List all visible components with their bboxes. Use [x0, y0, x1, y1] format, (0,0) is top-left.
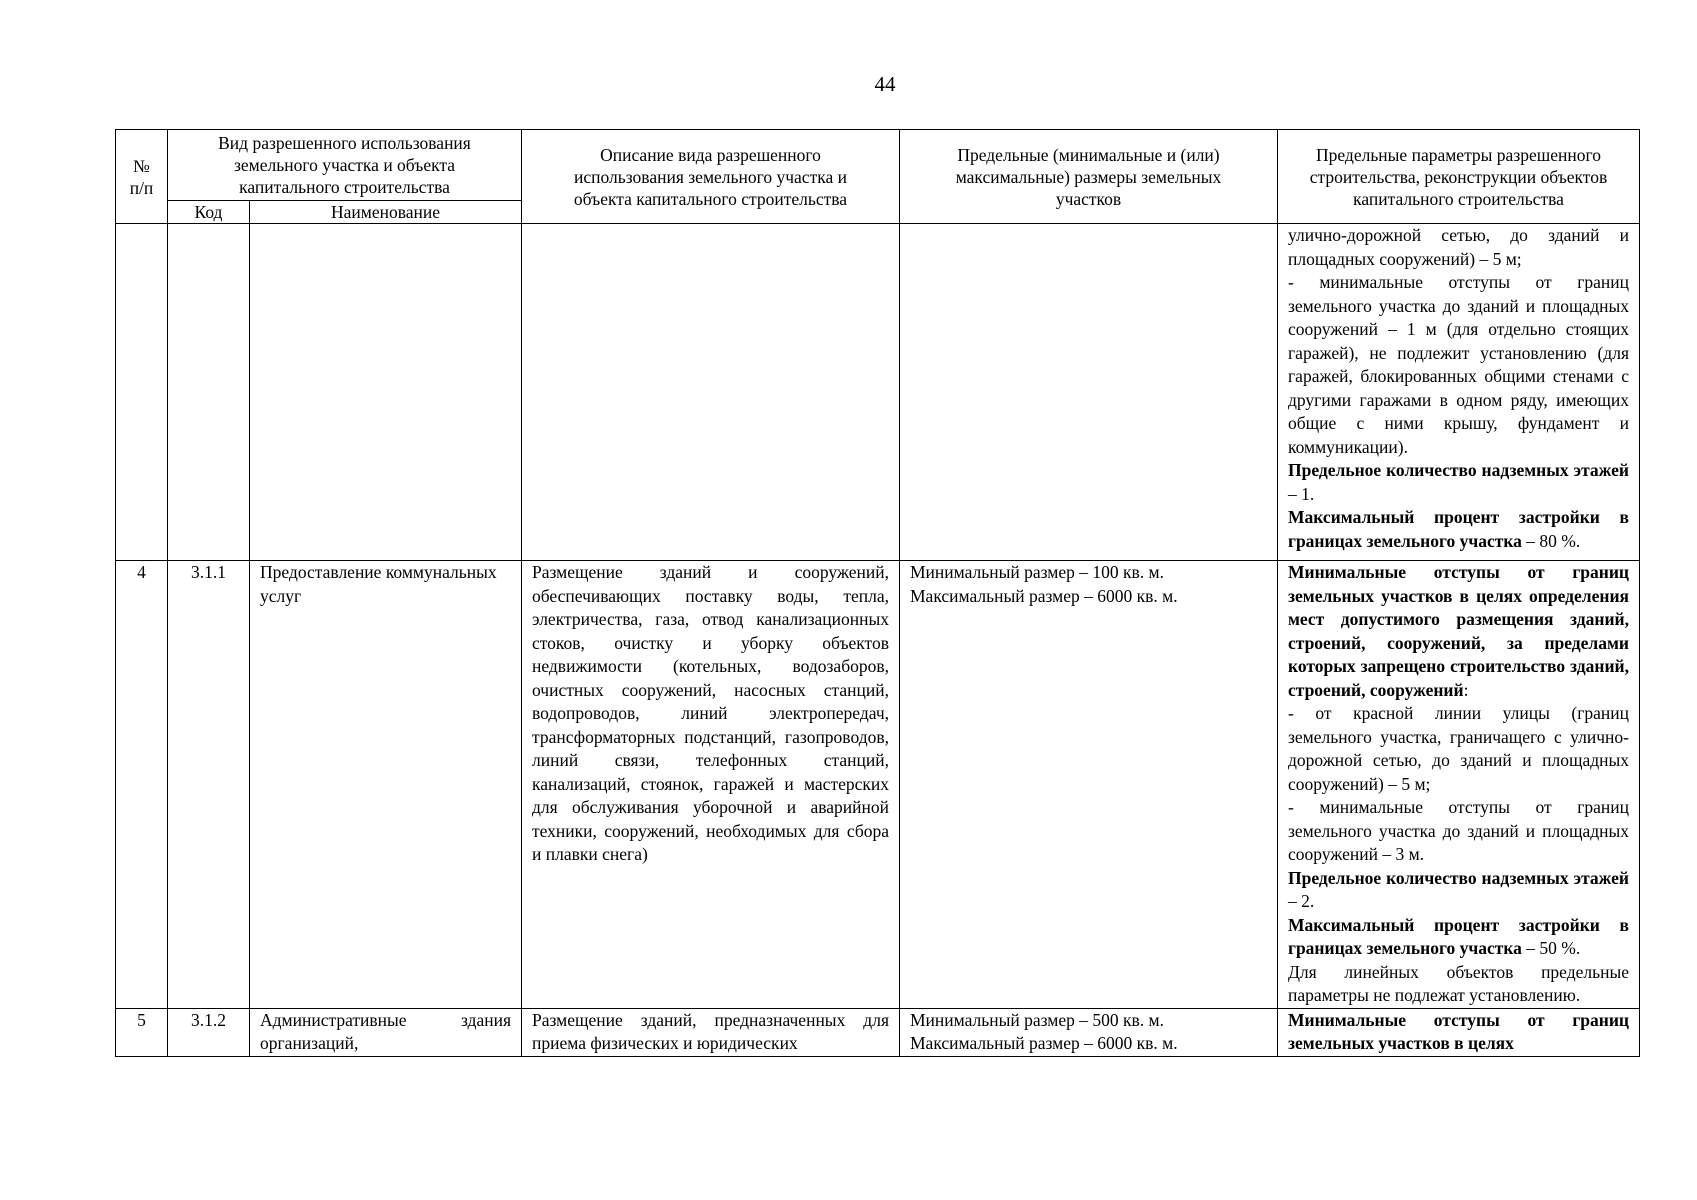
- header-num: № п/п: [116, 130, 168, 224]
- param-text: – 2.: [1288, 891, 1315, 911]
- table-row: [116, 1008, 1640, 1056]
- row-params-cell: [1278, 224, 1640, 561]
- row-description-cell: Размещение зданий, предназначенных для приема физических и юридических: [522, 1008, 900, 1056]
- param-paragraph: [1288, 561, 1629, 702]
- row-description-cell: [522, 224, 900, 561]
- param-text: - минимальные отступы от границ земельного участка до зданий и площадных сооружений – 1 м (для отдельно стоящих гаражей), не подлежит установлению (для гаражей, блокированных общими стенами с другими гаражами в одном ряду, имеющих общие с ними крышу, фундамент и коммуникации).: [1288, 272, 1629, 457]
- row-params-cell: [1278, 561, 1640, 1009]
- size-line: Максимальный размер – 6000 кв. м.: [910, 585, 1178, 606]
- header-name: Наименование: [250, 201, 522, 224]
- param-paragraph: [1288, 1009, 1629, 1056]
- param-text: :: [1463, 679, 1469, 700]
- param-paragraph: [1288, 506, 1629, 553]
- row-sizes-cell: [900, 1008, 1278, 1056]
- table-row: [116, 561, 1640, 1009]
- row-number-cell: 5: [116, 1008, 168, 1056]
- param-paragraph: [1288, 914, 1629, 961]
- land-use-table: [115, 129, 1640, 1057]
- row-name-cell: Предоставление коммунальных услуг: [250, 561, 522, 1009]
- size-line: Максимальный размер – 6000 кв. м.: [910, 1033, 1178, 1053]
- param-paragraph: [1288, 702, 1629, 796]
- table-row: [116, 224, 1640, 561]
- header-row: [116, 130, 1640, 201]
- param-text: - минимальные отступы от границ земельного участка до зданий и площадных сооружений – 3 м.: [1288, 797, 1629, 864]
- page-number: 44: [874, 72, 896, 96]
- param-text: улично-дорожной сетью, до зданий и площадных сооружений) – 5 м;: [1288, 225, 1629, 269]
- header-code: Код: [168, 201, 250, 224]
- row-description-cell: Размещение зданий и сооружений, обеспечивающих поставку воды, тепла, электричества, газа, отвод канализационных стоков, очистку и уборку объектов недвижимости (котельных, водозаборов, очистных сооружений, насосных станций, водопроводов, линий электропередач, трансформаторных подстанций, газопроводов, линий связи, телефонных станций, канализаций, стоянок, гаражей и мастерских для обслуживания уборочной и аварийной техники, сооружений, необходимых для сбора и плавки снега): [522, 561, 900, 1009]
- param-paragraph: [1288, 796, 1629, 867]
- row-sizes-cell: [900, 224, 1278, 561]
- row-number-cell: 4: [116, 561, 168, 1009]
- param-bold-text: Предельное количество надземных этажей: [1288, 867, 1629, 888]
- row-name-cell: [250, 224, 522, 561]
- param-paragraph: [1288, 224, 1629, 271]
- param-text: - от красной линии улицы (границ земельного участка, граничащего с улично-дорожной сетью, до зданий и площадных сооружений) – 5 м;: [1288, 703, 1629, 794]
- header-kind-group: Вид разрешенного использования земельного участка и объекта капитального строительства: [168, 130, 522, 201]
- param-paragraph: [1288, 271, 1629, 459]
- size-line: Минимальный размер – 100 кв. м.: [910, 562, 1164, 582]
- param-text: – 1.: [1288, 483, 1315, 504]
- row-code-cell: [168, 224, 250, 561]
- param-paragraph: [1288, 961, 1629, 1008]
- param-text: – 80 %.: [1521, 530, 1581, 551]
- param-bold-text: Максимальный процент застройки в границах земельного участка: [1288, 507, 1629, 551]
- param-bold-text: Минимальные отступы от границ земельных участков в целях: [1288, 1009, 1629, 1053]
- param-paragraph: [1288, 459, 1629, 506]
- header-sizes: Предельные (минимальные и (или) максимальные) размеры земельных участков: [900, 130, 1278, 224]
- row-code-cell: 3.1.2: [168, 1008, 250, 1056]
- header-description: Описание вида разрешенного использования земельного участка и объекта капитального строительства: [522, 130, 900, 224]
- param-text: Для линейных объектов предельные параметры не подлежат установлению.: [1288, 961, 1629, 1005]
- row-sizes-cell: [900, 561, 1278, 1009]
- param-text: – 50 %.: [1521, 938, 1581, 958]
- param-bold-text: Максимальный процент застройки в границах земельного участка: [1288, 914, 1629, 958]
- header-params: Предельные параметры разрешенного строительства, реконструкции объектов капитального строительства: [1278, 130, 1640, 224]
- row-params-cell: [1278, 1008, 1640, 1056]
- param-bold-text: Минимальные отступы от границ земельных участков в целях определения мест допустимого размещения зданий, строений, сооружений, за пределами которых запрещено строительство зданий, строений, сооружений: [1288, 562, 1629, 700]
- row-number-cell: [116, 224, 168, 561]
- size-line: Минимальный размер – 500 кв. м.: [910, 1009, 1164, 1030]
- param-bold-text: Предельное количество надземных этажей: [1288, 460, 1629, 480]
- row-name-cell: Административные здания организаций,: [250, 1008, 522, 1056]
- param-paragraph: [1288, 867, 1629, 914]
- row-code-cell: 3.1.1: [168, 561, 250, 1009]
